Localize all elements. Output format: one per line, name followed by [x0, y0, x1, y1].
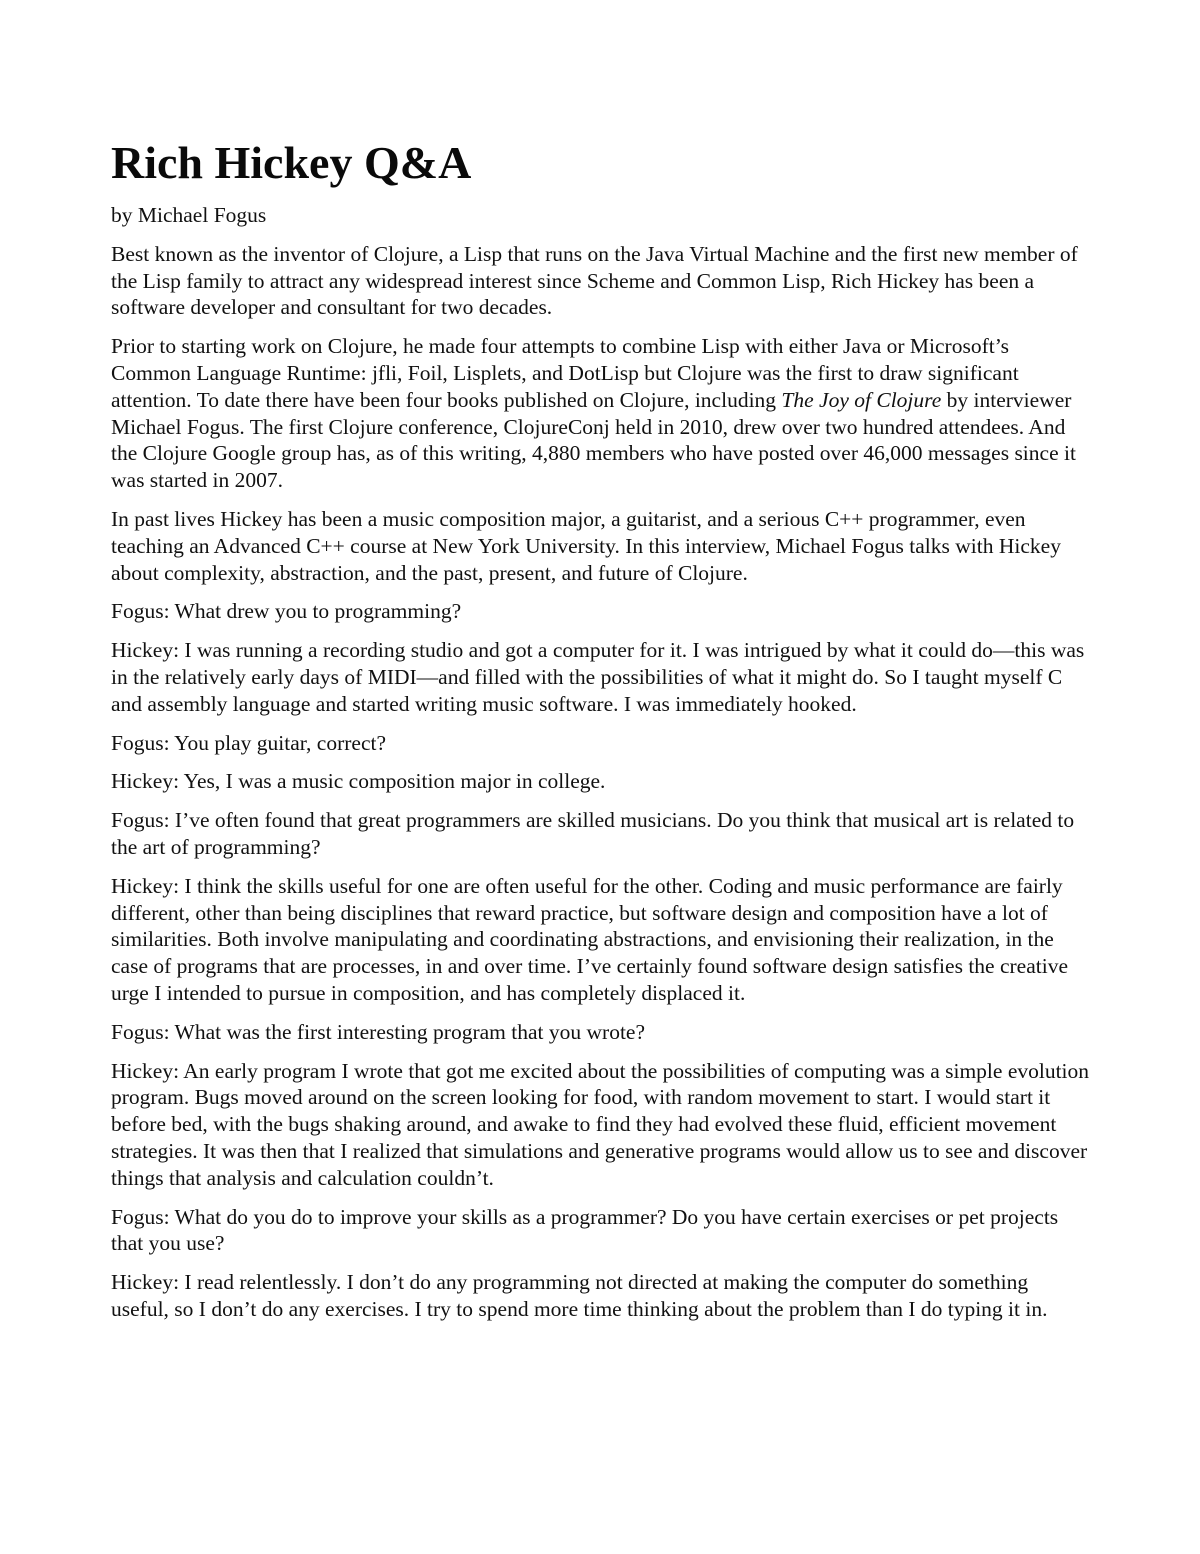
- answer-3: Hickey: I think the skills useful for one are often useful for the other. Coding and music performance are fairly different, other than being disciplines that reward practice, but software design and composition have a lot of similarities. Both involve manipulating and coordinating abstractions, and envisioning their realization, in the case of programs that are processes, in and over time. I’ve certainly found software design satisfies the creative urge I intended to pursue in composition, and has completely displaced it.: [111, 873, 1068, 1005]
- answer-2: Hickey: Yes, I was a music composition major in college.: [111, 769, 606, 794]
- question-2: Fogus: You play guitar, correct?: [111, 730, 387, 755]
- intro-paragraph-3: In past lives Hickey has been a music composition major, a guitarist, and a serious C++ programmer, even teaching an Advanced C++ course at New York University. In this interview, Michael Fogus talks with Hickey about complexity, abstraction, and the past, present, and future of Clojure.: [111, 506, 1061, 585]
- byline: by Michael Fogus: [111, 203, 267, 227]
- intro-paragraph-2-text-a: Prior to starting work on Clojure, he made four attempts to combine Lisp with either Java or Microsoft’s Common Language Runtime: jfli, Foil, Lisplets, and DotLisp but Clojure was the first to draw significant attention. To date there have been four books published on Clojure, including: [111, 334, 1019, 412]
- intro-paragraph-2: [111, 333, 1091, 494]
- article-title: Rich Hickey Q&A: [111, 137, 472, 188]
- question-4: Fogus: What was the first interesting program that you wrote?: [111, 1019, 646, 1044]
- answer-4: Hickey: An early program I wrote that got me excited about the possibilities of computing was a simple evolution program. Bugs moved around on the screen looking for food, with random movement to start. I would start it before bed, with the bugs shaking around, and awake to find they had evolved these fluid, efficient movement strategies. It was then that I realized that simulations and generative programs would allow us to see and discover things that analysis and calculation couldn’t.: [111, 1058, 1090, 1190]
- question-3: Fogus: I’ve often found that great programmers are skilled musicians. Do you think that musical art is related to the art of programming?: [111, 808, 1075, 859]
- book-title: The Joy of Clojure: [781, 387, 942, 412]
- answer-5: Hickey: I read relentlessly. I don’t do any programming not directed at making the computer do something useful, so I don’t do any exercises. I try to spend more time thinking about the problem than I do typing it in.: [111, 1270, 1048, 1321]
- article: [111, 134, 1091, 1335]
- answer-1: Hickey: I was running a recording studio and got a computer for it. I was intrigued by what it could do—this was in the relatively early days of MIDI—and filled with the possibilities of what it might do. So I taught myself C and assembly language and started writing music software. I was immediately hooked.: [111, 638, 1085, 716]
- intro-paragraph-2-text-b: by interviewer Michael Fogus. The first Clojure conference, ClojureConj held in 2010, drew over two hundred attendees. And the Clojure Google group has, as of this writing, 4,880 members who have posted over 46,000 messages since it was started in 2007.: [111, 387, 1076, 493]
- question-5: Fogus: What do you do to improve your skills as a programmer? Do you have certain exercises or pet projects that you use?: [111, 1204, 1059, 1256]
- question-1: Fogus: What drew you to programming?: [111, 599, 462, 624]
- intro-paragraph-1: Best known as the inventor of Clojure, a Lisp that runs on the Java Virtual Machine and the first new member of the Lisp family to attract any widespread interest since Scheme and Common Lisp, Rich Hickey has been a software developer and consultant for two decades.: [111, 241, 1078, 320]
